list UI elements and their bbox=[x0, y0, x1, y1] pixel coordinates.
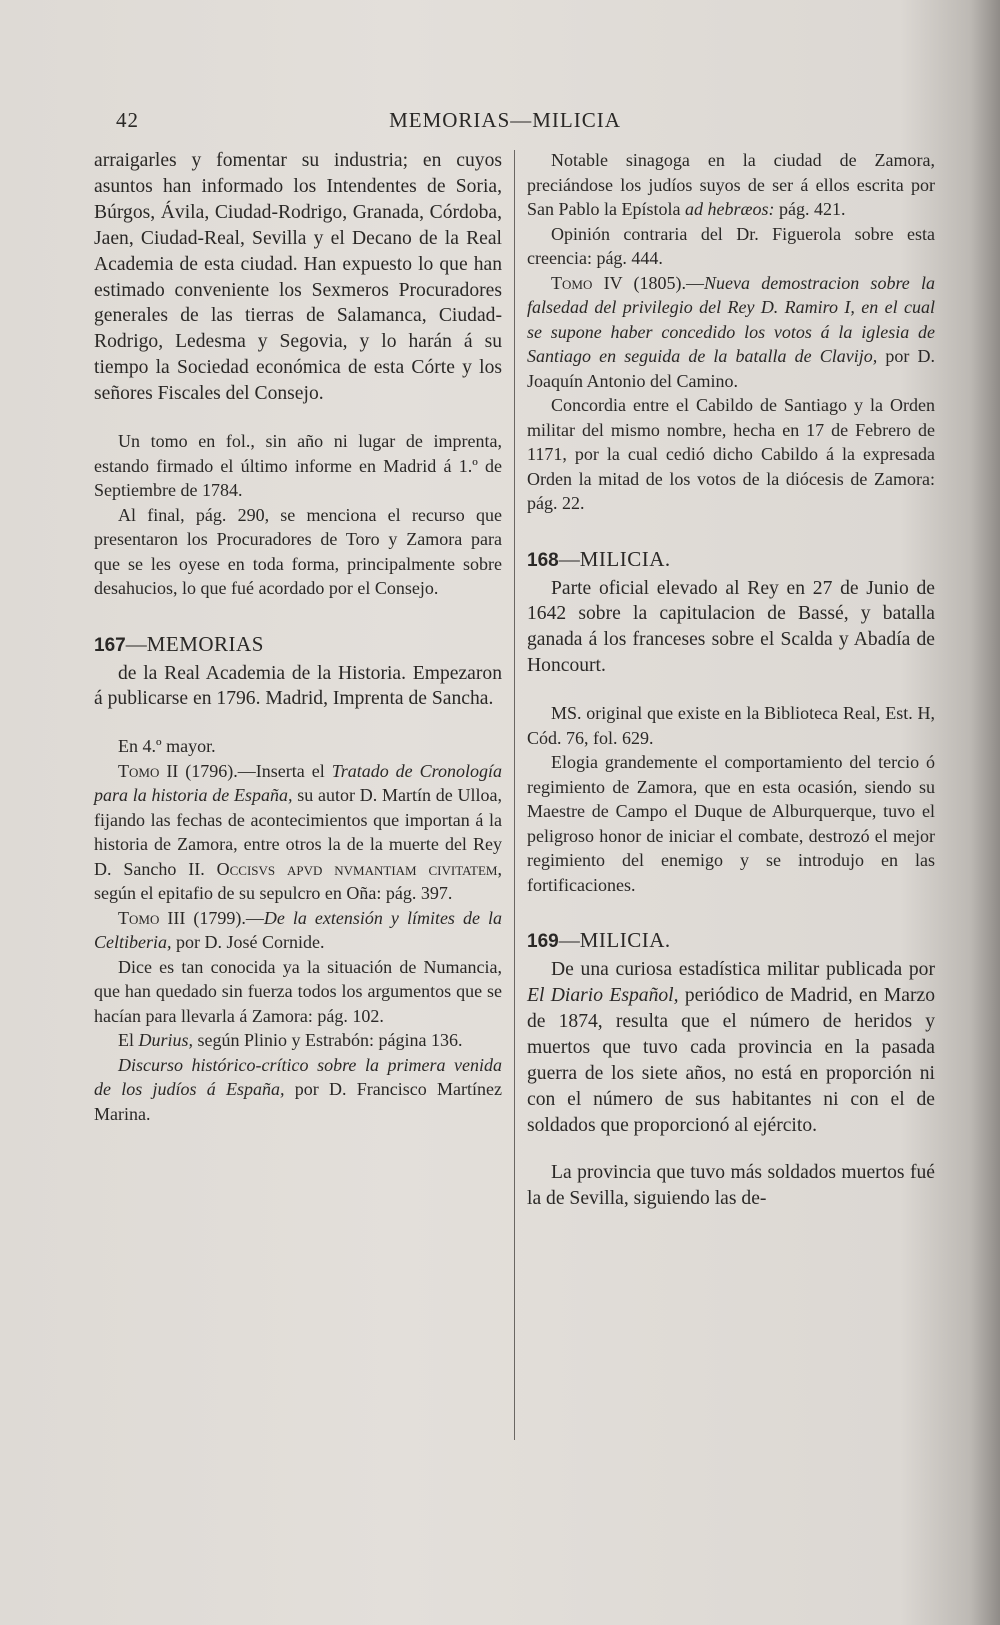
entry-dash: — bbox=[558, 546, 580, 571]
work-title: Tratado de Cronología para la historia de España, bbox=[94, 760, 502, 806]
text-run: IV (1805).— bbox=[592, 272, 704, 293]
text-run: su autor D. Martín de Ulloa, fijando las fechas de acontecimientos que importan á la historia de Zamora, entre otros la de la muerte del Rey D. Sancho II. bbox=[94, 785, 502, 879]
work-title: Durius, bbox=[138, 1030, 194, 1051]
text-run: según Plinio y Estrabón: página 136. bbox=[193, 1030, 463, 1051]
entry-number: 168 bbox=[527, 549, 559, 571]
entry-description: de la Real Academia de la Historia. Empezaron á publicarse en 1796. Madrid, Imprenta de Sancha. bbox=[94, 662, 502, 710]
entry-description: Parte oficial elevado al Rey en 27 de Junio de 1642 sobre la capitulacion de Bassé, y batalla ganada á los franceses sobre el Scalda y Abadía de Honcourt. bbox=[527, 577, 935, 677]
text-run: III (1799).— bbox=[159, 907, 264, 928]
entry-description bbox=[527, 957, 935, 1138]
sinagoga-note bbox=[527, 148, 935, 222]
entry-heading-168 bbox=[527, 544, 935, 576]
work-title: De la extensión y límites de la Celtiberia, bbox=[94, 907, 502, 953]
text-run: El bbox=[118, 1030, 139, 1051]
paragraph: arraigarles y fomentar su industria; en cuyos asuntos han informado los Intendentes de Soria, Búrgos, Ávila, Ciudad-Rodrigo, Granada, Córdoba, Jaen, Ciudad-Real, Sevilla y el Decano de la Real Academia de esta ciudad. Han expuesto lo que han estimado conveniente los Sexmeros Procuradores generales de las tierras de Salamanca, Ciudad-Rodrigo, Ledesma y Segovia, y lo harán á su tiempo la Sociedad económica de esta Córte y los señores Fiscales del Consejo. bbox=[94, 150, 502, 405]
page-header bbox=[90, 108, 920, 138]
entry-format: En 4.º mayor. bbox=[118, 736, 216, 757]
text-run: por D. José Cornide. bbox=[171, 932, 325, 953]
right-column bbox=[527, 148, 935, 1212]
work-title: El Diario Español, bbox=[527, 985, 679, 1007]
paragraph: Opinión contraria del Dr. Figuerola sobre esta creencia: pág. 444. bbox=[527, 223, 935, 268]
discurso-note bbox=[94, 1053, 502, 1127]
paragraph: MS. original que existe en la Biblioteca Real, Est. H, Cód. 76, fol. 629. bbox=[527, 703, 935, 748]
text-run: De una curiosa estadística militar publicada por bbox=[551, 959, 935, 981]
paragraph: Dice es tan conocida ya la situación de Numancia, que han quedado sin fuerza todos los argumentos que se hacían para llevarla á Zamora: pág. 102. bbox=[94, 956, 502, 1026]
text-run: por D. Francisco Martínez Marina. bbox=[94, 1079, 502, 1124]
entry-number: 167 bbox=[94, 634, 126, 656]
text-run: pág. 421. bbox=[774, 199, 846, 219]
entry-dash: — bbox=[558, 928, 580, 953]
paragraph: Elogia grandemente el comportamiento del tercio ó regimiento de Zamora, que en esta ocasión, siendo su Maestre de Campo el Duque de Alburquerque, tuvo el peligroso honor de iniciar el combate, destrozó el mejor regimiento del enemigo y se introdujo en las fortificaciones. bbox=[527, 752, 935, 895]
durius-note bbox=[94, 1028, 502, 1053]
work-title: Discurso histórico-crítico sobre la primera venida de los judíos á España, bbox=[94, 1054, 502, 1100]
tomo-label: Tomo bbox=[551, 272, 593, 293]
text-run: por D. Joaquín Antonio del Camino. bbox=[527, 346, 936, 391]
entry-dash: — bbox=[125, 631, 147, 656]
column-divider bbox=[514, 150, 515, 1440]
tomo-label: Tomo bbox=[118, 907, 160, 928]
tomo-iv-note bbox=[527, 271, 935, 394]
tomo-ii-note bbox=[94, 759, 502, 906]
epitaph: Occisvs apvd nvmantiam civitatem, bbox=[216, 858, 502, 879]
paragraph: Al final, pág. 290, se menciona el recurso que presentaron los Procuradores de Toro y Zamora para que se les oyese en toda forma, principalmente sobre desahucios, lo que fué acordado por el Consejo. bbox=[94, 504, 502, 599]
running-title: MEMORIAS—MILICIA bbox=[389, 108, 621, 132]
paragraph: Concordia entre el Cabildo de Santiago y la Orden militar del mismo nombre, hecha en 17 de Febrero de 1171, por la cual cedió dicho Cabildo á la expresada Orden la mitad de los votos de la diócesis de Zamora: pág. 22. bbox=[527, 395, 935, 513]
tomo-iii-note bbox=[94, 906, 502, 955]
text-run: Notable sinagoga en la ciudad de Zamora, preciándose los judíos suyos de ser á ellos escrita por San Pablo la Epístola bbox=[527, 150, 935, 219]
entry-title: MILICIA. bbox=[579, 928, 671, 953]
text-run: periódico de Madrid, en Marzo de 1874, resulta que el número de heridos y muertos que tuvo cada provincia en la pasada guerra de los siete años, no está en proporción ni con el número de sus habitantes ni con el de soldados que proporcionó al ejército. bbox=[527, 985, 935, 1136]
work-title: ad hebræos: bbox=[684, 199, 775, 219]
entry-title: MILICIA. bbox=[579, 546, 671, 571]
paragraph: Un tomo en fol., sin año ni lugar de imprenta, estando firmado el último informe en Madrid á 1.º de Septiembre de 1784. bbox=[94, 431, 502, 501]
paragraph: La provincia que tuvo más soldados muertos fué la de Sevilla, siguiendo las de- bbox=[527, 1162, 935, 1210]
page-number: 42 bbox=[116, 108, 139, 132]
entry-heading-167 bbox=[94, 629, 502, 661]
text-run: II (1796).—Inserta el bbox=[159, 760, 332, 781]
left-column bbox=[94, 148, 502, 1126]
text-run: según el epitafio de su sepulcro en Oña: pág. 397. bbox=[94, 883, 453, 904]
work-title: en el cual se supone haber concedido los votos á la iglesia de Santiago en seguida de la batalla de Clavijo, bbox=[527, 297, 935, 366]
tomo-label: Tomo bbox=[118, 760, 160, 781]
entry-number: 169 bbox=[527, 931, 559, 953]
work-title: Nueva demostracion sobre la falsedad del privilegio del Rey D. Ramiro I, bbox=[527, 272, 936, 317]
entry-title: MEMORIAS bbox=[146, 631, 264, 656]
entry-heading-169 bbox=[527, 925, 935, 957]
